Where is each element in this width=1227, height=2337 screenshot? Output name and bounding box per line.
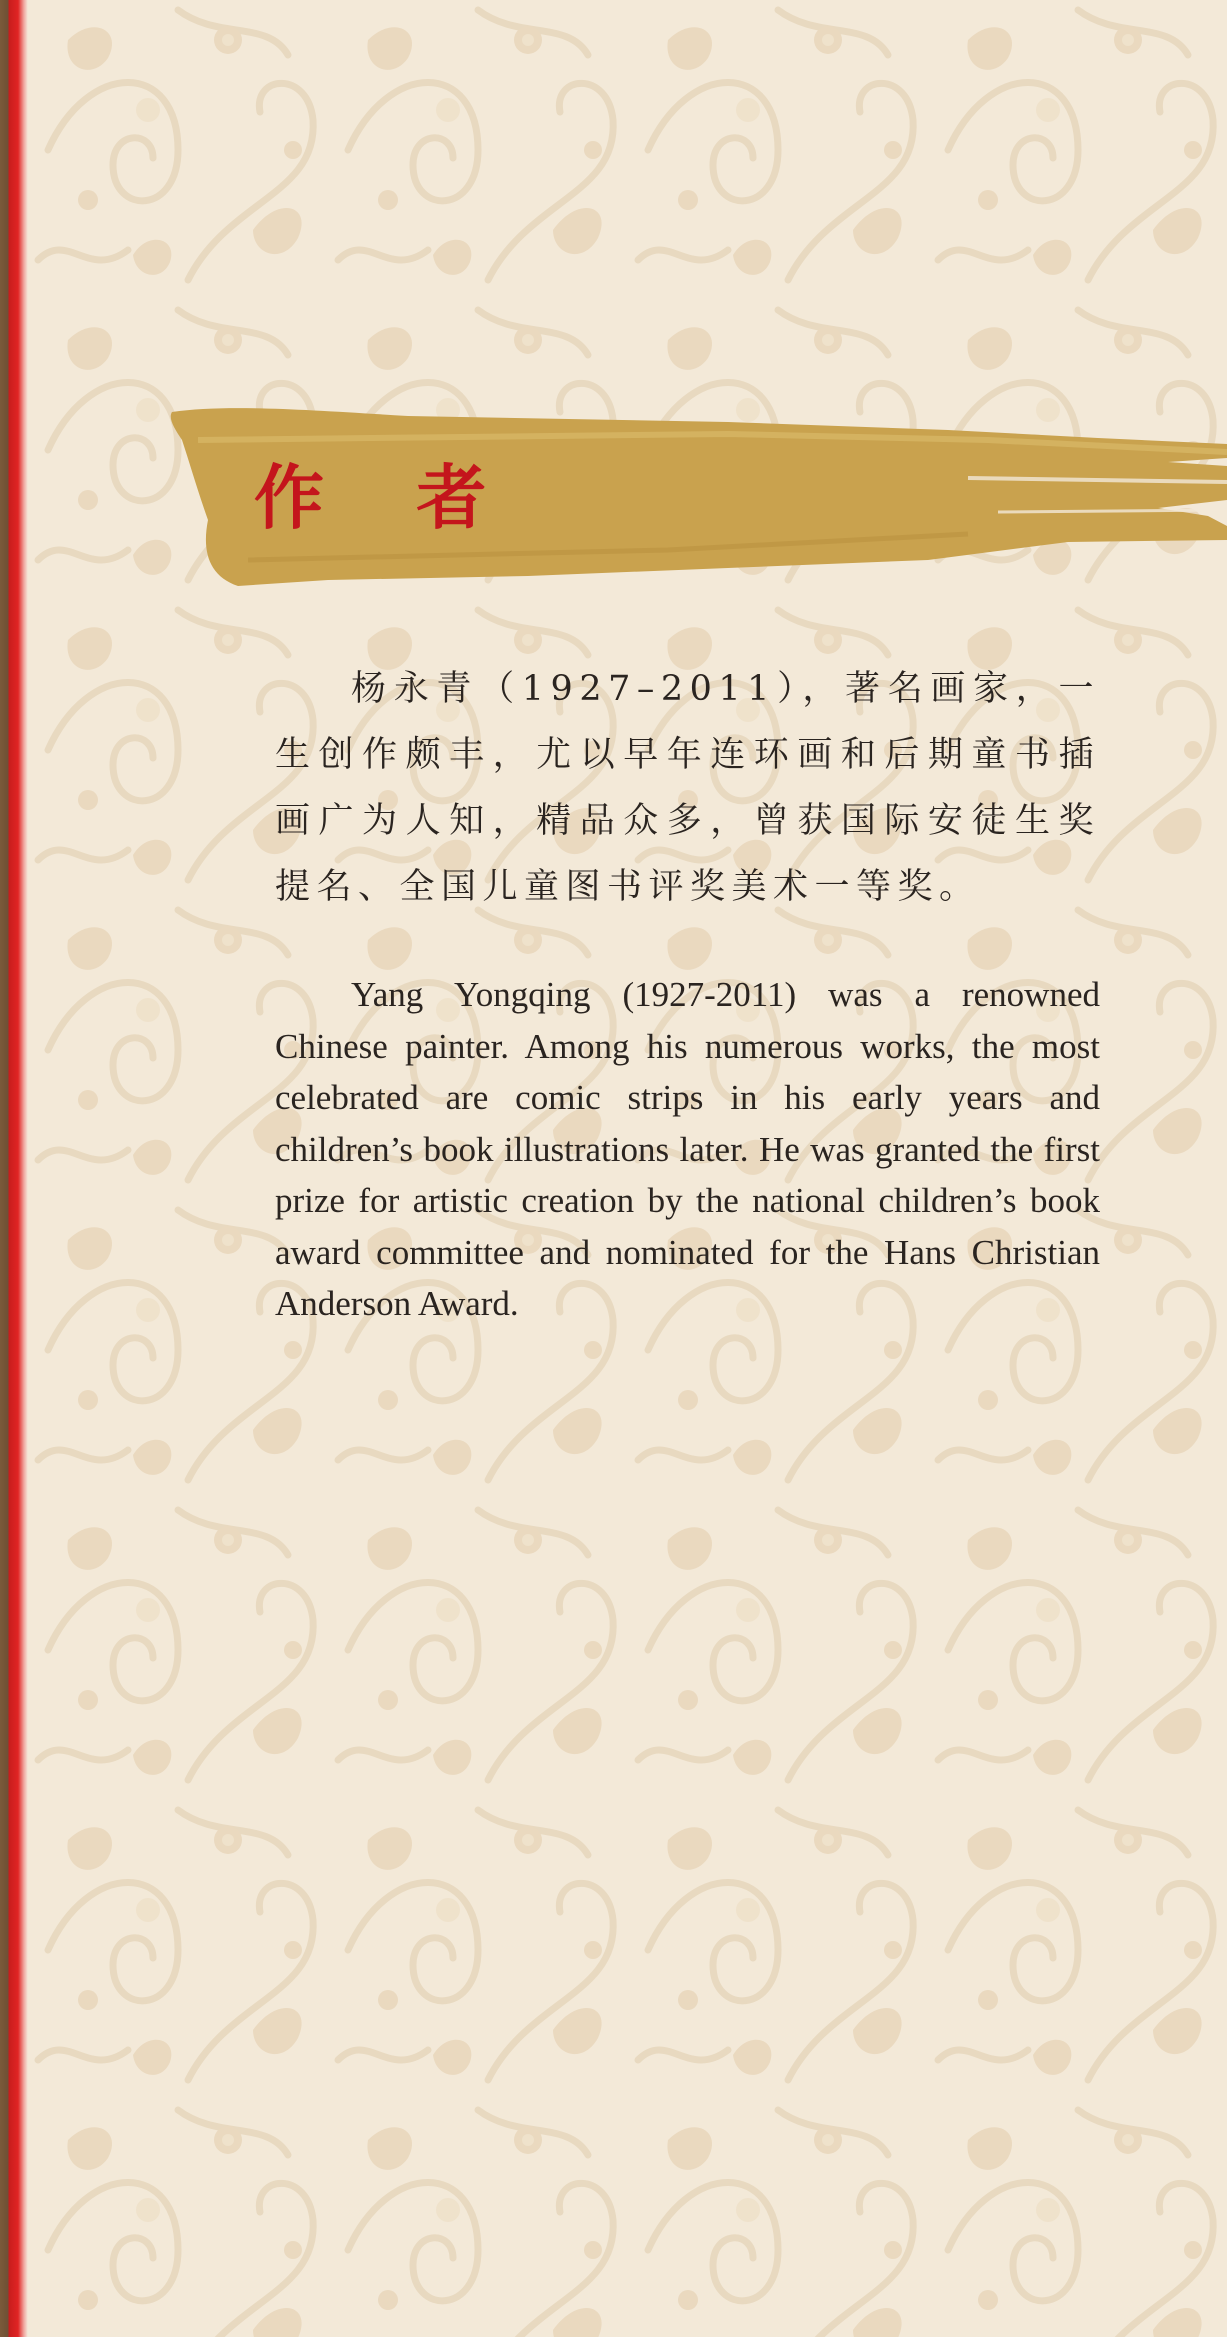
english-author-bio: Yang Yongqing (1927-2011) was a renowned Chinese painter. Among his numerous works, the most celebrated are comic strips in his early years and children’s book illustrations later. He was granted the first prize for artistic creation by the national children’s book award committee and nominated for the Hans Christian Anderson Award.	[275, 975, 1100, 1323]
patterned-paper	[28, 0, 1227, 2337]
red-spine-edge	[0, 0, 28, 2337]
chinese-author-bio: 杨永青（1927–2011），著名画家，一生创作颇丰，尤以早年连环画和后期童书插画广为人知，精品众多，曾获国际安徒生奖提名、全国儿童图书评奖美术一等奖。	[275, 669, 1100, 907]
section-heading: 作 者	[254, 456, 521, 539]
